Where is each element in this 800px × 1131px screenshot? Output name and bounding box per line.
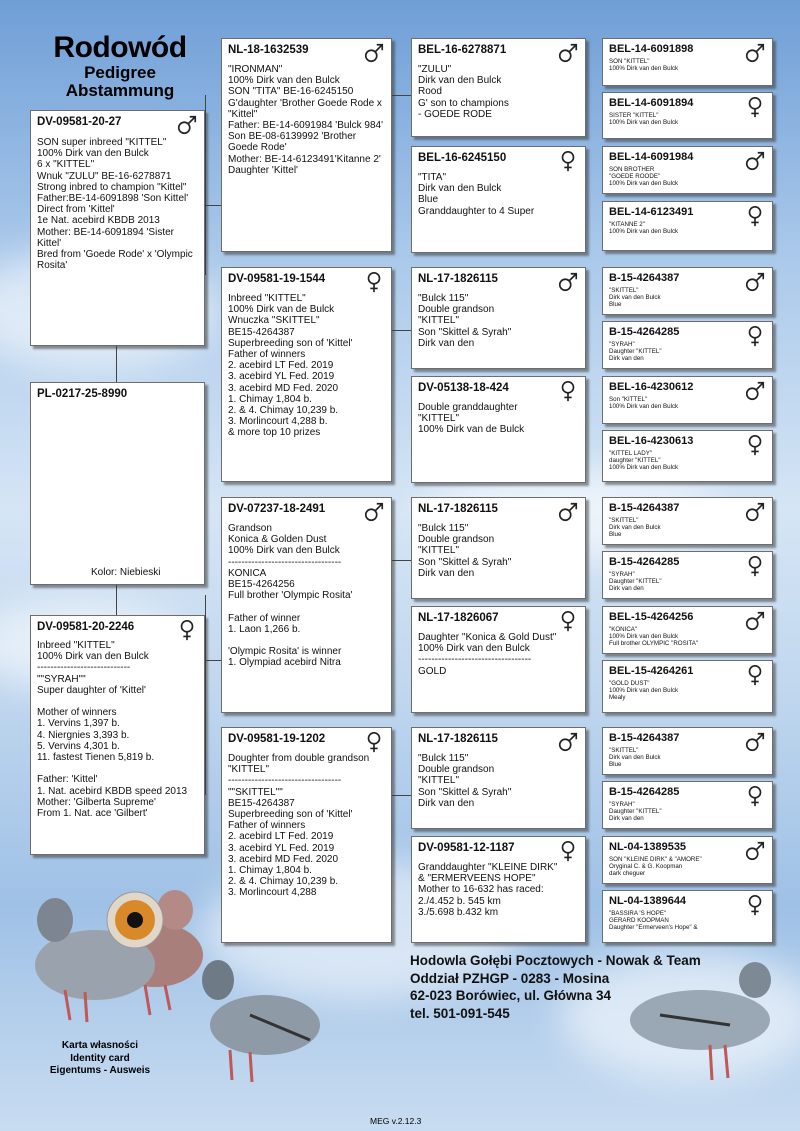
title-pedigree: Pedigree xyxy=(84,63,156,82)
connector xyxy=(392,560,411,561)
male-icon xyxy=(363,41,385,65)
bird-text: "TITA" Dirk van den Bulck Blue Granddaughter to 4 Super xyxy=(418,172,535,217)
bird-text: SON "KLEINE DIRK" & "AMORE" Oryginal C. & G. Koopman dark cheguer xyxy=(609,856,702,878)
ring-number: NL-17-1826115 xyxy=(418,503,498,515)
pigeon-illustration xyxy=(190,940,335,1090)
gen4-card[interactable] xyxy=(602,890,773,943)
bird-text: Double granddaughter "KITTEL" 100% Dirk van de Bulck xyxy=(418,402,525,436)
female-icon xyxy=(557,609,579,633)
identity-card-label xyxy=(30,1040,170,1078)
breeder-name: Hodowla Gołębi Pocztowych - Nowak & Team xyxy=(410,953,701,968)
color-text: Kolor: Niebieski xyxy=(91,567,161,578)
connector xyxy=(205,95,206,275)
female-icon xyxy=(557,149,579,173)
ring-number: DV-05138-18-424 xyxy=(418,382,509,394)
ring-number: NL-04-1389644 xyxy=(609,895,687,907)
bird-text: SISTER "KITTEL" 100% Dirk van den Bulck xyxy=(609,112,679,127)
ring-number: DV-09581-12-1187 xyxy=(418,842,515,854)
ring-number: B-15-4264285 xyxy=(609,786,680,798)
title-rodowod: Rodowód xyxy=(53,31,187,64)
bird-text: "SKITTEL" Dirk van den Bulck Blue xyxy=(609,287,661,309)
gen4-card[interactable] xyxy=(602,267,773,315)
gen4-card[interactable] xyxy=(602,321,773,369)
pigeon-pair-illustration xyxy=(25,860,210,1040)
bird-text: Daughter "Konica & Gold Dust" 100% Dirk van den Bulck ---------------------------------- GOLD xyxy=(418,632,557,677)
female-icon xyxy=(363,730,385,754)
bird-text: Son "KITTEL" 100% Dirk van den Bulck xyxy=(609,396,679,411)
bird-text: "SYRAH" Daughter "KITTEL" Dirk van den xyxy=(609,571,662,593)
female-icon xyxy=(363,270,385,294)
connector xyxy=(392,95,411,96)
bird-text: Granddaughter "KLEINE DIRK" & "ERMERVEENS HOPE" Mother to 16-632 has raced: 2./4.452 b. 545 km 3./5.698 b.432 km xyxy=(418,862,558,918)
subject-text: SON super inbreed "KITTEL" 100% Dirk van den Bulck 6 x "KITTEL" Wnuk "ZULU" BE-16-6278871 Strong inbred to champion "Kittel" Father:BE-14-6091898 'Son Kittel' Direct from 'Kittel' 1e Nat. acebird KBDB 2013 Mother: BE-14-6091894 'Sister Kittel' Bred from 'Goede Rode' x 'Olympic Rosita' xyxy=(37,137,193,272)
ring-number: BEL-16-4230613 xyxy=(609,435,694,447)
ring-number: NL-04-1389535 xyxy=(609,841,687,853)
bird-text: SON "KITTEL" 100% Dirk van den Bulck xyxy=(609,58,679,73)
gen4-card[interactable] xyxy=(602,38,773,86)
gen3-card[interactable] xyxy=(411,727,586,829)
bird-text: "KITANNE 2" 100% Dirk van den Bulck xyxy=(609,221,679,236)
bird-text: "SYRAH" Daughter "KITTEL" Dirk van den xyxy=(609,801,662,823)
ring-number: BEL-16-4230612 xyxy=(609,381,694,393)
ring-number: B-15-4264387 xyxy=(609,502,680,514)
bird-text: "SYRAH" Daughter "KITTEL" Dirk van den xyxy=(609,341,662,363)
gen4-card[interactable] xyxy=(602,551,773,599)
ring-number: BEL-14-6091894 xyxy=(609,97,694,109)
gen2-card[interactable] xyxy=(221,267,392,482)
female-icon xyxy=(176,618,198,642)
ring-number: BEL-16-6278871 xyxy=(418,44,507,56)
gen4-card[interactable] xyxy=(602,146,773,194)
ring-number: BEL-14-6091898 xyxy=(609,43,694,55)
gen4-card[interactable] xyxy=(602,376,773,424)
gen4-card[interactable] xyxy=(602,201,773,251)
card-line-en: Identity card xyxy=(70,1052,130,1064)
connector xyxy=(116,585,117,615)
ring-number: B-15-4264387 xyxy=(609,272,680,284)
connector xyxy=(392,330,411,331)
ring-number: DV-09581-19-1202 xyxy=(228,733,326,745)
dam-card[interactable] xyxy=(30,615,205,855)
male-icon xyxy=(557,500,579,524)
bird-text: "IRONMAN" 100% Dirk van den Bulck SON "TITA" BE-16-6245150 G'daughter 'Brother Goede Rode x "Kittel" Father: BE-14-6091984 'Bulck 984' Son BE-08-6139992 'Brother Goede Rode' Mother: BE-14-6123491'Kitanne 2' Daughter 'Kittel' xyxy=(228,64,384,176)
ring-number: NL-17-1826115 xyxy=(418,733,498,745)
bird-text: "SKITTEL" Dirk van den Bulck Blue xyxy=(609,517,661,539)
ring-number: BEL-15-4264261 xyxy=(609,665,694,677)
ring-number: NL-17-1826067 xyxy=(418,612,499,624)
ring-number: NL-18-1632539 xyxy=(228,44,309,56)
male-icon xyxy=(557,730,579,754)
ring-number: B-15-4264285 xyxy=(609,556,680,568)
owner-ring: PL-0217-25-8990 xyxy=(37,388,128,400)
gen4-card[interactable] xyxy=(602,660,773,713)
bird-text: "KITTEL LADY" daughter "KITTEL" 100% Dirk van den Bulck xyxy=(609,450,679,472)
bird-text: "Bulck 115" Double grandson "KITTEL" Son "Skittel & Syrah" Dirk van den xyxy=(418,753,512,809)
gen3-card[interactable] xyxy=(411,836,586,943)
card-line-pl: Karta własności xyxy=(61,1040,139,1051)
gen4-card[interactable] xyxy=(602,606,773,654)
ring-number: B-15-4264285 xyxy=(609,326,680,338)
bird-text: "Bulck 115" Double grandson "KITTEL" Son "Skittel & Syrah" Dirk van den xyxy=(418,523,512,579)
breeder-address: 62-023 Borówiec, ul. Główna 34 xyxy=(410,988,612,1003)
subject-ring: DV-09581-20-27 xyxy=(37,116,122,128)
gen3-card[interactable] xyxy=(411,606,586,713)
gen2-card[interactable] xyxy=(221,727,392,943)
connector xyxy=(205,660,221,661)
ring-number: BEL-15-4264256 xyxy=(609,611,694,623)
bird-text: "Bulck 115" Double grandson "KITTEL" Son "Skittel & Syrah" Dirk van den xyxy=(418,293,512,349)
bird-text: Doughter from double grandson "KITTEL" ---------------------------------- ""SKITTEL"" BE15-4264387 Superbreeding son of 'Kittel' Father of winners 2. acebird LT Fed. 2019 3. acebird YL Fed. 2019 3. acebird MD Fed. 2020 1. Chimay 1,804 b. 2. & 4. Chimay 10,239 b. 3. Morlincourt 4,288 xyxy=(228,753,370,899)
male-icon xyxy=(363,500,385,524)
gen3-card[interactable] xyxy=(411,267,586,369)
gen4-card[interactable] xyxy=(602,727,773,775)
breeder-info xyxy=(410,952,701,1022)
male-icon xyxy=(557,270,579,294)
ring-number: BEL-14-6091984 xyxy=(609,151,694,163)
bird-text: "SKITTEL" Dirk van den Bulck Blue xyxy=(609,747,661,769)
bird-text: "ZULU" Dirk van den Bulck Rood G' son to champions - GOEDE RODE xyxy=(418,64,509,120)
ring-number: DV-07237-18-2491 xyxy=(228,503,326,515)
bird-text: SON BROTHER "GOEDE ROODE" 100% Dirk van den Bulck xyxy=(609,166,679,188)
connector xyxy=(205,205,221,206)
ring-number: BEL-16-6245150 xyxy=(418,152,507,164)
connector xyxy=(116,346,117,382)
owner-card[interactable] xyxy=(30,382,205,585)
connector xyxy=(205,595,206,795)
gen3-card[interactable] xyxy=(411,146,586,253)
connector xyxy=(392,795,411,796)
gen4-card[interactable] xyxy=(602,836,773,884)
ring-number: NL-17-1826115 xyxy=(418,273,498,285)
ring-number: BEL-14-6123491 xyxy=(609,206,694,218)
gen4-card[interactable] xyxy=(602,497,773,545)
male-icon xyxy=(557,41,579,65)
gen2-card[interactable] xyxy=(221,38,392,252)
bird-text: Grandson Konica & Golden Dust 100% Dirk van den Bulck ---------------------------------- KONICA BE15-4264256 Full brother 'Olympic Rosita' Father of winner 1. Laon 1,266 b. 'Olympic Rosita' is winner 1. Olympiad acebird Nitra xyxy=(228,523,353,669)
gen4-card[interactable] xyxy=(602,92,773,139)
female-icon xyxy=(557,379,579,403)
dam-text: Inbreed "KITTEL" 100% Dirk van den Bulck ---------------------------- ""SYRAH"" Super daughter of 'Kittel' Mother of winners 1. Vervins 1,397 b. 4. Niergnies 3,393 b. 5. Vervins 4,301 b. 11. fastest Tienen 5,819 b. Father: 'Kittel' 1. Nat. acebird KBDB speed 2013 Mother: 'Gilberta Supreme' From 1. Nat. ace 'Gilbert' xyxy=(37,640,188,820)
gen3-card[interactable] xyxy=(411,497,586,599)
gen3-card[interactable] xyxy=(411,38,586,137)
gen2-card[interactable] xyxy=(221,497,392,713)
bird-text: "BASSIRA 'S HOPE" GERARD KOOPMAN Daughter "Ermerveen's Hope" & xyxy=(609,910,698,932)
gen4-card[interactable] xyxy=(602,781,773,829)
title-abstammung: Abstammung xyxy=(65,81,175,100)
female-icon xyxy=(557,839,579,863)
breeder-branch: Oddział PZHGP - 0283 - Mosina xyxy=(410,970,610,986)
bird-text: "GOLD DUST" 100% Dirk van den Bulck Mealy xyxy=(609,680,679,702)
male-icon xyxy=(176,113,198,137)
subject-card[interactable] xyxy=(30,110,205,346)
breeder-phone: tel. 501-091-545 xyxy=(410,1005,510,1021)
pedigree-title-block xyxy=(30,32,210,100)
gen4-card[interactable] xyxy=(602,430,773,482)
bird-text: Inbreed "KITTEL" 100% Dirk van de Bulck Wnuczka "SKITTEL" BE15-4264387 Superbreeding son of 'Kittel' Father of winners 2. acebird LT Fed. 2019 3. acebird YL Fed. 2019 3. acebird MD Fed. 2020 1. Chimay 1,804 b. 2. & 4. Chimay 10,239 b. 3. Morlincourt 4,288 b. & more top 10 prizes xyxy=(228,293,353,439)
ring-number: DV-09581-19-1544 xyxy=(228,273,326,285)
gen3-card[interactable] xyxy=(411,376,586,483)
bird-text: "KONICA" 100% Dirk van den Bulck Full brother OLYMPIC "ROSITA" xyxy=(609,626,699,648)
card-line-de: Eigentums - Ausweis xyxy=(49,1065,151,1076)
version-label: MEG v.2.12.3 xyxy=(370,1116,422,1126)
ring-number: B-15-4264387 xyxy=(609,732,680,744)
dam-ring: DV-09581-20-2246 xyxy=(37,621,135,633)
